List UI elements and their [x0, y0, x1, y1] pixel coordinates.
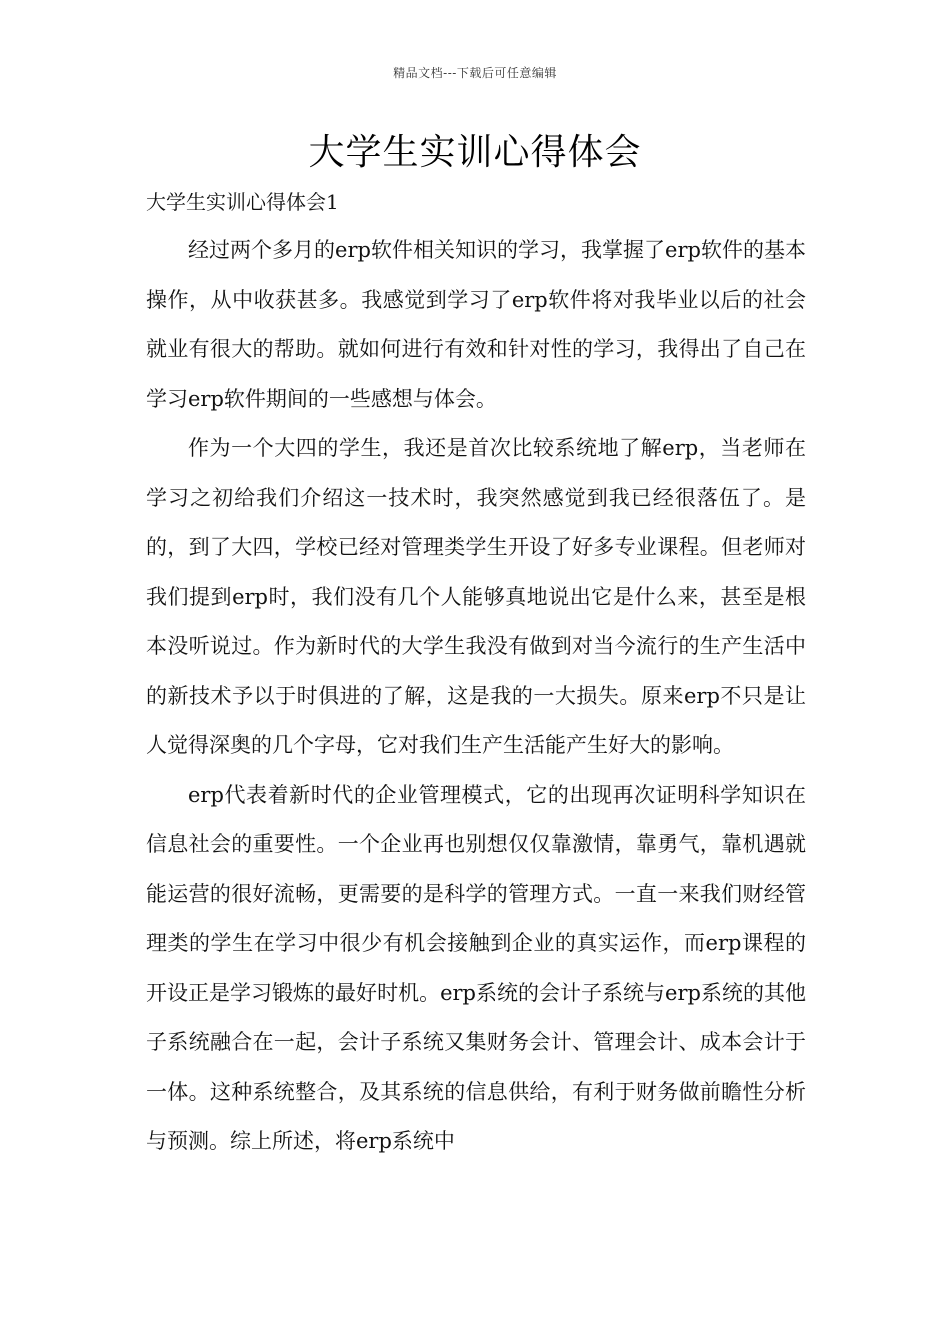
paragraph: 经过两个多月的erp软件相关知识的学习，我掌握了erp软件的基本操作，从中收获甚多。我感觉到学习了erp软件将对我毕业以后的社会就业有很大的帮助。就如何进行有效和针对性的学习，我得出了自己在学习erp软件期间的一些感想与体会。	[146, 238, 806, 411]
section-subtitle: 大学生实训心得体会1	[146, 190, 339, 214]
paragraph: erp代表着新时代的企业管理模式，它的出现再次证明科学知识在信息社会的重要性。一个企业再也别想仅仅靠激情，靠勇气，靠机遇就能运营的很好流畅，更需要的是科学的管理方式。一直一来我们财经管理类的学生在学习中很少有机会接触到企业的真实运作，而erp课程的开设正是学习锻炼的最好时机。erp系统的会计子系统与erp系统的其他子系统融合在一起，会计子系统又集财务会计、管理会计、成本会计于一体。这种系统整合，及其系统的信息供给，有利于财务做前瞻性分析与预测。综上所述，将erp系统中	[146, 782, 806, 1153]
document-body	[146, 226, 806, 1167]
paragraph: 作为一个大四的学生，我还是首次比较系统地了解erp，当老师在学习之初给我们介绍这一技术时，我突然感觉到我已经很落伍了。是的，到了大四，学校已经对管理类学生开设了好多专业课程。但老师对我们提到erp时，我们没有几个人能够真地说出它是什么来，甚至是根本没听说过。作为新时代的大学生我没有做到对当今流行的生产生活中的新技术予以于时俱进的了解，这是我的一大损失。原来erp不只是让人觉得深奥的几个字母，它对我们生产生活能产生好大的影响。	[146, 436, 806, 757]
document-title: 大学生实训心得体会	[308, 132, 642, 173]
header-note: 精品文档---下载后可任意编辑	[393, 66, 557, 80]
